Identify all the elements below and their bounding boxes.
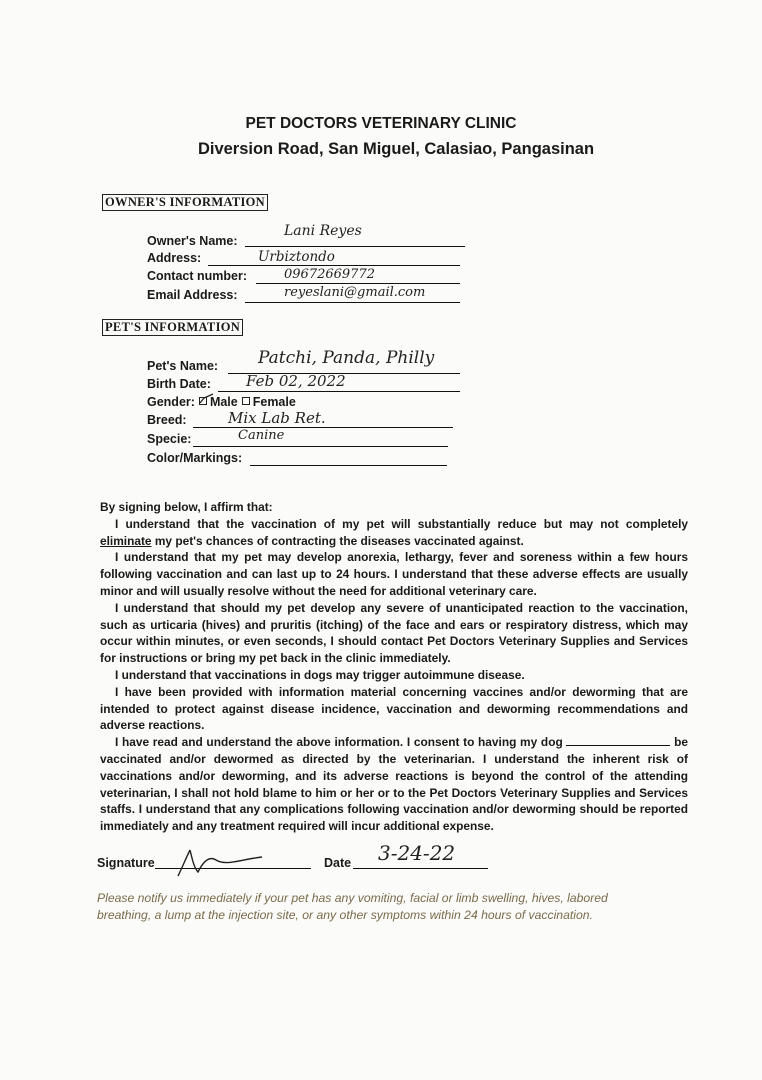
- color-markings-label: Color/Markings:: [147, 451, 243, 465]
- pet-name-value: Patchi, Panda, Philly: [258, 348, 435, 368]
- dog-name-blank[interactable]: [566, 735, 670, 746]
- consent-paragraph-2: I understand that my pet may develop anorexia, lethargy, fever and soreness within a few hours following vaccination and can last up to 24 hours. I understand that these adverse effects are usually minor and will usually resolve without the need for additional veterinary care.: [100, 550, 688, 598]
- email-line[interactable]: [245, 302, 460, 303]
- owner-name-value: Lani Reyes: [284, 223, 362, 239]
- owner-name-line[interactable]: [245, 246, 465, 247]
- gender-male-label: Male: [209, 395, 238, 409]
- email-label: Email Address:: [147, 288, 238, 302]
- birth-date-value: Feb 02, 2022: [246, 372, 346, 390]
- date-line[interactable]: [353, 868, 488, 869]
- specie-label: Specie:: [147, 432, 192, 446]
- consent-p1-part-c: my pet's chances of contracting the diseases vaccinated against.: [151, 533, 524, 548]
- email-value: reyeslani@gmail.com: [284, 285, 426, 300]
- clinic-address: Diversion Road, San Miguel, Calasiao, Pangasinan: [197, 140, 595, 158]
- pet-name-label: Pet's Name:: [147, 359, 219, 373]
- specie-line[interactable]: [193, 446, 448, 447]
- address-value: Urbiztondo: [258, 249, 335, 265]
- gender-row: [147, 395, 296, 410]
- breed-value: Mix Lab Ret.: [228, 409, 326, 427]
- owner-name-label: Owner's Name:: [147, 234, 238, 248]
- pet-section-heading: PET'S INFORMATION: [102, 319, 243, 336]
- consent-p1-part-a: I understand that the vaccination of my pet will substantially reduce but may not completely: [115, 516, 688, 531]
- date-label: Date: [324, 856, 352, 870]
- consent-paragraph-5: I have been provided with information material concerning vaccines and/or deworming that are intended to protect against disease incidence, vaccination and deworming recommendations and adverse reactions.: [100, 684, 688, 733]
- gender-label: Gender:: [147, 395, 195, 409]
- gender-male-check-mark-icon: [199, 393, 215, 407]
- gender-female-label: Female: [252, 395, 296, 409]
- contact-line[interactable]: [256, 283, 460, 284]
- signature-label: Signature: [97, 856, 155, 870]
- clinic-name: PET DOCTORS VETERINARY CLINIC: [245, 115, 517, 132]
- contact-label: Contact number:: [147, 269, 247, 283]
- aftercare-notice: Please notify us immediately if your pet has any vomiting, facial or limb swelling, hives, labored breathing, a lump at the injection site, or any other symptoms within 24 hours of vaccination.: [97, 891, 608, 922]
- owner-section-heading: OWNER'S INFORMATION: [102, 194, 268, 211]
- breed-line[interactable]: [193, 427, 453, 428]
- breed-label: Breed:: [147, 413, 187, 427]
- consent-text: [100, 499, 688, 835]
- contact-value: 09672669772: [284, 267, 375, 282]
- consent-intro: By signing below, I affirm that:: [100, 500, 273, 514]
- address-line[interactable]: [208, 265, 460, 266]
- specie-value: Canine: [238, 428, 285, 443]
- address-label: Address:: [147, 251, 202, 265]
- color-markings-line[interactable]: [250, 465, 447, 466]
- gender-female-checkbox[interactable]: [242, 397, 250, 405]
- consent-paragraph-4: I understand that vaccinations in dogs may trigger autoimmune disease.: [115, 667, 525, 682]
- consent-paragraph-3: I understand that should my pet develop any severe of unanticipated reaction to the vaccination, such as urticaria (hives) and pruritis (itching) of the face and ears or respiratory distress, which may occur within minutes, or even seconds, I should contact Pet Doctors Veterinary Supplies and Services for instructions or bring my pet back in the clinic immediately.: [100, 600, 688, 666]
- consent-paragraph-6: [100, 734, 688, 835]
- birth-date-line[interactable]: [218, 391, 460, 392]
- date-value: 3-24-22: [378, 841, 456, 865]
- consent-paragraph-1: [100, 516, 688, 550]
- consent-p6-part-a: I have read and understand the above information. I consent to having my dog: [115, 735, 567, 750]
- consent-p6-part-b: be vaccinated and/or dewormed as directed by the veterinarian. I understand the inherent risk of vaccinations and/or deworming, and its adverse reactions is beyond the control of the attending veterinarian, I shall not hold blame to him or her or to the Pet Doctors Veterinary Supplies and Services staffs. I understand that any complications following vaccination and/or deworming should be reported immediately and any treatment required will incur additional expense.: [100, 735, 688, 834]
- consent-p1-underlined: eliminate: [100, 533, 152, 548]
- birth-date-label: Birth Date:: [147, 377, 211, 391]
- signature-scribble-icon: [176, 846, 266, 878]
